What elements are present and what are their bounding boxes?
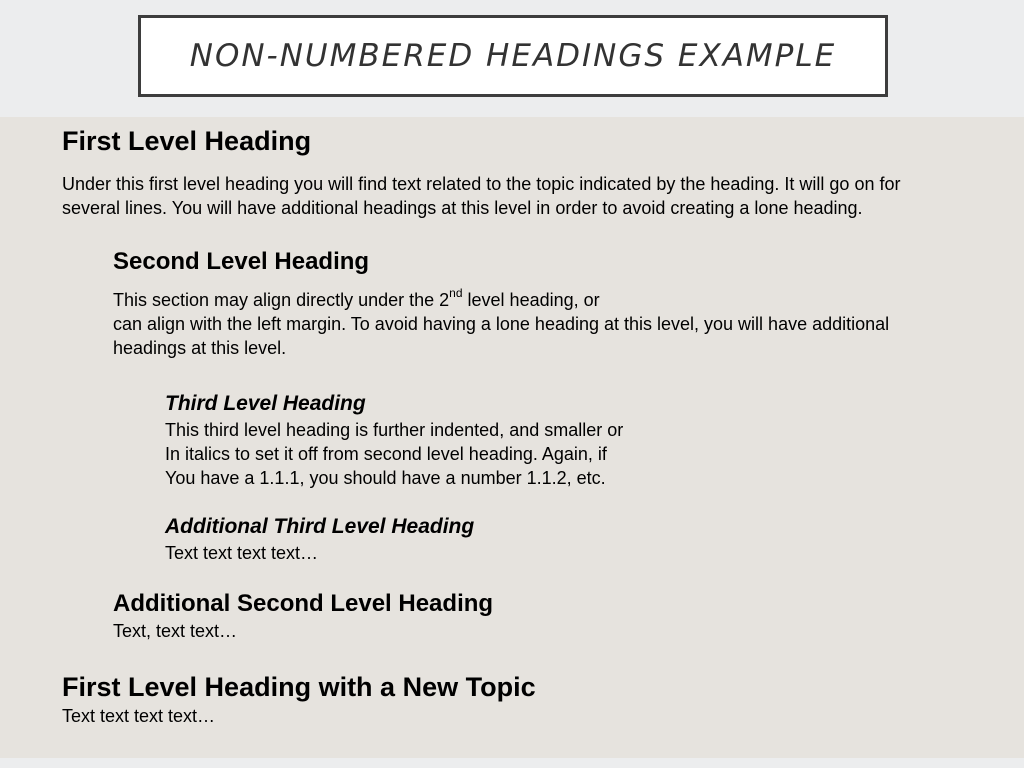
new-topic-heading: First Level Heading with a New Topic (62, 672, 536, 702)
additional-third-level-heading: Additional Third Level Heading (165, 515, 475, 538)
first-level-body-line-2: several lines. You will have additional headings at this level in order to avoid creating a lone heading. (62, 198, 863, 218)
second-level-body-line-1-pre: This section may align directly under the 2 (113, 290, 450, 310)
slide-title: NON-NUMBERED HEADINGS EXAMPLE (189, 38, 837, 74)
additional-third-level-body: Text text text text… (165, 543, 319, 563)
ordinal-superscript: nd (449, 286, 463, 300)
footer-band (0, 758, 1024, 768)
first-level-heading: First Level Heading (62, 126, 312, 156)
second-level-body-line-3: headings at this level. (113, 338, 287, 358)
third-level-body-line-3: You have a 1.1.1, you should have a number 1.1.2, etc. (165, 468, 606, 488)
third-level-body-line-1: This third level heading is further indented, and smaller or (165, 420, 624, 440)
third-level-heading: Third Level Heading (165, 392, 366, 415)
title-box (138, 15, 888, 97)
third-level-body-line-2: In italics to set it off from second level heading. Again, if (165, 444, 607, 464)
new-topic-body: Text text text text… (62, 706, 216, 726)
second-level-heading: Second Level Heading (113, 248, 370, 275)
second-level-body-line-1-post: level heading, or (462, 290, 600, 310)
first-level-body-line-1: Under this first level heading you will find text related to the topic indicated by the heading. It will go on for (62, 174, 901, 194)
additional-second-level-heading: Additional Second Level Heading (113, 590, 494, 617)
second-level-body-line-1 (113, 288, 600, 312)
additional-second-level-body: Text, text text… (113, 621, 238, 641)
second-level-body-line-2: can align with the left margin. To avoid having a lone heading at this level, you will have additional (113, 314, 890, 334)
